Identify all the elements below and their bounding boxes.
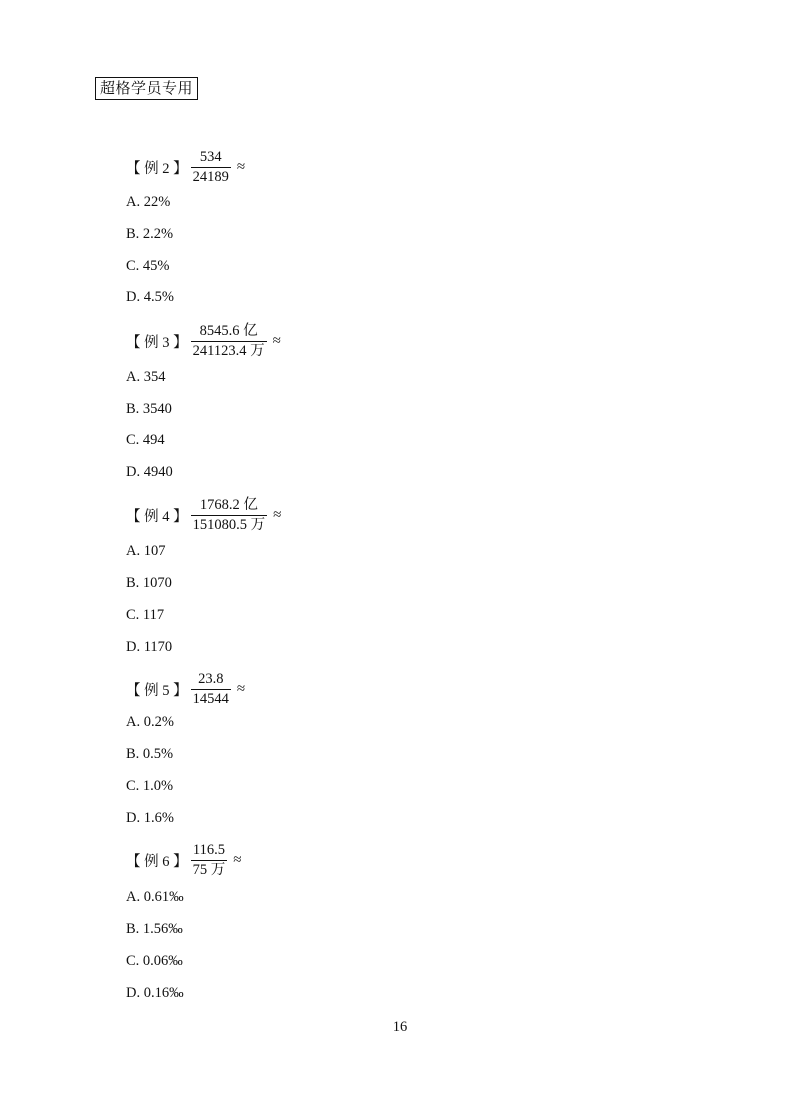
numerator: 534 (199, 149, 222, 165)
option-d: D. 0.16‰ (126, 985, 184, 1001)
option-b: B. 1070 (126, 575, 172, 591)
denominator: 24189 (192, 169, 229, 185)
example-4-question (126, 497, 281, 534)
example-label: 【 例 4 】 (126, 509, 188, 525)
denominator: 14544 (192, 691, 229, 707)
fraction-bar (191, 689, 231, 690)
option-a: A. 0.2% (126, 714, 174, 730)
option-d: D. 4940 (126, 464, 173, 480)
option-c: C. 45% (126, 258, 170, 274)
denominator: 75 万 (192, 862, 226, 878)
approx-sign: ≈ (273, 507, 282, 523)
approx-sign: ≈ (236, 681, 246, 697)
approx-sign: ≈ (236, 159, 246, 175)
option-b: B. 2.2% (126, 226, 174, 242)
fraction-bar (191, 515, 268, 516)
numerator: 23.8 (198, 671, 224, 687)
page-number: 16 (392, 1019, 408, 1035)
denominator: 151080.5 万 (192, 517, 266, 533)
option-b: B. 1.56‰ (126, 921, 183, 937)
student-exclusive-badge: 超格学员专用 (95, 77, 198, 100)
fraction (191, 671, 231, 708)
option-d: D. 1.6% (126, 810, 174, 826)
fraction-bar (191, 167, 231, 168)
fraction (191, 323, 267, 360)
example-6-question (126, 842, 241, 879)
option-d: D. 1170 (126, 639, 173, 655)
option-d: D. 4.5% (126, 289, 174, 305)
example-label: 【 例 2 】 (126, 161, 188, 177)
approx-sign: ≈ (272, 333, 281, 349)
option-a: A. 22% (126, 194, 171, 210)
approx-sign: ≈ (233, 852, 242, 868)
numerator: 8545.6 亿 (199, 323, 258, 339)
fraction (191, 842, 228, 879)
option-a: A. 354 (126, 369, 166, 385)
fraction (191, 149, 231, 186)
example-3-question (126, 323, 281, 360)
fraction (191, 497, 268, 534)
option-c: C. 0.06‰ (126, 953, 183, 969)
example-label: 【 例 6 】 (126, 854, 188, 870)
option-a: A. 0.61‰ (126, 889, 184, 905)
fraction-bar (191, 341, 267, 342)
option-c: C. 117 (126, 607, 165, 623)
example-label: 【 例 3 】 (126, 335, 188, 351)
option-a: A. 107 (126, 543, 166, 559)
numerator: 116.5 (192, 842, 225, 858)
option-c: C. 494 (126, 432, 165, 448)
option-c: C. 1.0% (126, 778, 174, 794)
example-2-question (126, 149, 245, 186)
denominator: 241123.4 万 (192, 343, 265, 359)
example-label: 【 例 5 】 (126, 683, 188, 699)
fraction-bar (191, 860, 228, 861)
option-b: B. 0.5% (126, 746, 174, 762)
option-b: B. 3540 (126, 401, 172, 417)
numerator: 1768.2 亿 (199, 497, 258, 513)
example-5-question (126, 671, 245, 708)
